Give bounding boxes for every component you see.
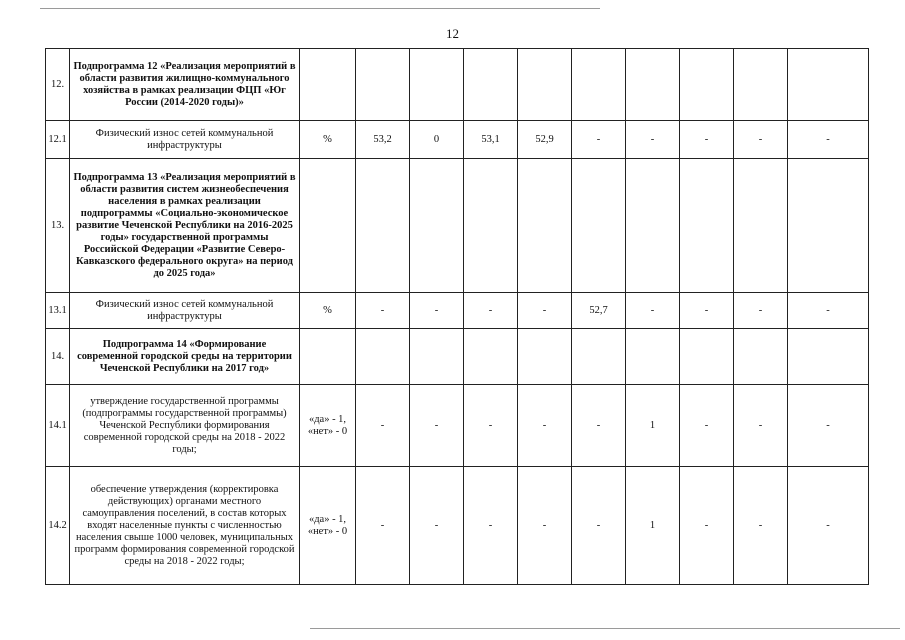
row-number: 13.1 <box>46 293 70 329</box>
row-description: Подпрограмма 14 «Формирование современной городской среды на территории Чеченской Республики на 2017 год» <box>70 329 300 385</box>
value-cell: - <box>572 467 626 585</box>
value-cell: 52,7 <box>572 293 626 329</box>
value-cell <box>788 49 869 121</box>
value-cell: - <box>518 293 572 329</box>
value-cell: - <box>788 293 869 329</box>
value-cell <box>356 159 410 293</box>
value-cell <box>572 159 626 293</box>
value-cell <box>464 329 518 385</box>
value-cell: - <box>788 385 869 467</box>
value-cell <box>788 329 869 385</box>
row-number: 12. <box>46 49 70 121</box>
value-cell: - <box>464 385 518 467</box>
value-cell <box>356 329 410 385</box>
value-cell: - <box>410 293 464 329</box>
value-cell <box>680 49 734 121</box>
value-cell: - <box>464 467 518 585</box>
value-cell: - <box>356 467 410 585</box>
row-description: Подпрограмма 13 «Реализация мероприятий в области развития систем жизнеобеспечения населения в рамках реализации подпрограммы «Социально-экономическое развитие Чеченской Республики на 2016-2025 годы» государственной программы Российской Федерации «Развитие Северо-Кавказского федерального округа» на период до 2025 года» <box>70 159 300 293</box>
value-cell <box>410 329 464 385</box>
value-cell: - <box>626 293 680 329</box>
value-cell: - <box>518 467 572 585</box>
value-cell <box>626 49 680 121</box>
value-cell <box>680 329 734 385</box>
value-cell: - <box>680 467 734 585</box>
row-unit: % <box>300 121 356 159</box>
value-cell: - <box>410 467 464 585</box>
table-row <box>46 159 869 293</box>
value-cell: 53,2 <box>356 121 410 159</box>
row-number: 14.2 <box>46 467 70 585</box>
table-row <box>46 467 869 585</box>
value-cell <box>572 49 626 121</box>
row-unit: «да» - 1, «нет» - 0 <box>300 385 356 467</box>
row-description: Физический износ сетей коммунальной инфраструктуры <box>70 293 300 329</box>
value-cell: - <box>734 121 788 159</box>
value-cell <box>734 159 788 293</box>
row-number: 12.1 <box>46 121 70 159</box>
row-description: Физический износ сетей коммунальной инфраструктуры <box>70 121 300 159</box>
value-cell <box>680 159 734 293</box>
scan-artifact-bottom <box>310 628 900 629</box>
value-cell: - <box>464 293 518 329</box>
value-cell: - <box>680 385 734 467</box>
row-unit: % <box>300 293 356 329</box>
value-cell: 0 <box>410 121 464 159</box>
value-cell <box>788 159 869 293</box>
value-cell <box>626 159 680 293</box>
value-cell: - <box>680 293 734 329</box>
table-row <box>46 49 869 121</box>
table-row <box>46 385 869 467</box>
row-unit <box>300 329 356 385</box>
value-cell <box>518 49 572 121</box>
value-cell: - <box>734 385 788 467</box>
row-number: 14.1 <box>46 385 70 467</box>
value-cell: 53,1 <box>464 121 518 159</box>
value-cell: - <box>356 385 410 467</box>
value-cell <box>626 329 680 385</box>
value-cell: - <box>572 121 626 159</box>
value-cell <box>356 49 410 121</box>
value-cell <box>410 49 464 121</box>
value-cell <box>734 329 788 385</box>
row-number: 13. <box>46 159 70 293</box>
value-cell: - <box>788 121 869 159</box>
row-description: утверждение государственной программы (подпрограммы государственной программы) Чеченской Республики формирования современной городской среды на 2018 - 2022 годы; <box>70 385 300 467</box>
value-cell <box>572 329 626 385</box>
row-unit <box>300 159 356 293</box>
row-description: Подпрограмма 12 «Реализация мероприятий в области развития жилищно-коммунального хозяйства в рамках реализации ФЦП «Юг России (2014-2020 годы)» <box>70 49 300 121</box>
value-cell <box>464 159 518 293</box>
indicators-table <box>45 48 869 585</box>
value-cell <box>410 159 464 293</box>
value-cell <box>518 159 572 293</box>
value-cell: - <box>572 385 626 467</box>
value-cell: 52,9 <box>518 121 572 159</box>
value-cell <box>734 49 788 121</box>
value-cell: - <box>356 293 410 329</box>
value-cell: - <box>410 385 464 467</box>
page-number: 12 <box>446 26 459 41</box>
value-cell: 1 <box>626 385 680 467</box>
value-cell: - <box>518 385 572 467</box>
value-cell: - <box>734 293 788 329</box>
table-row <box>46 121 869 159</box>
value-cell: 1 <box>626 467 680 585</box>
row-number: 14. <box>46 329 70 385</box>
table-body <box>46 49 869 585</box>
value-cell <box>464 49 518 121</box>
value-cell: - <box>680 121 734 159</box>
row-description: обеспечение утверждения (корректировка действующих) органами местного самоуправления поселений, в состав которых входят населенные пункты с численностью населения свыше 1000 человек, муниципальных программ формирования современной городской среды на 2018 - 2022 годы; <box>70 467 300 585</box>
value-cell: - <box>626 121 680 159</box>
row-unit <box>300 49 356 121</box>
table-row <box>46 329 869 385</box>
row-unit: «да» - 1, «нет» - 0 <box>300 467 356 585</box>
value-cell: - <box>788 467 869 585</box>
value-cell <box>518 329 572 385</box>
value-cell: - <box>734 467 788 585</box>
scan-artifact-top <box>40 8 600 9</box>
table-row <box>46 293 869 329</box>
